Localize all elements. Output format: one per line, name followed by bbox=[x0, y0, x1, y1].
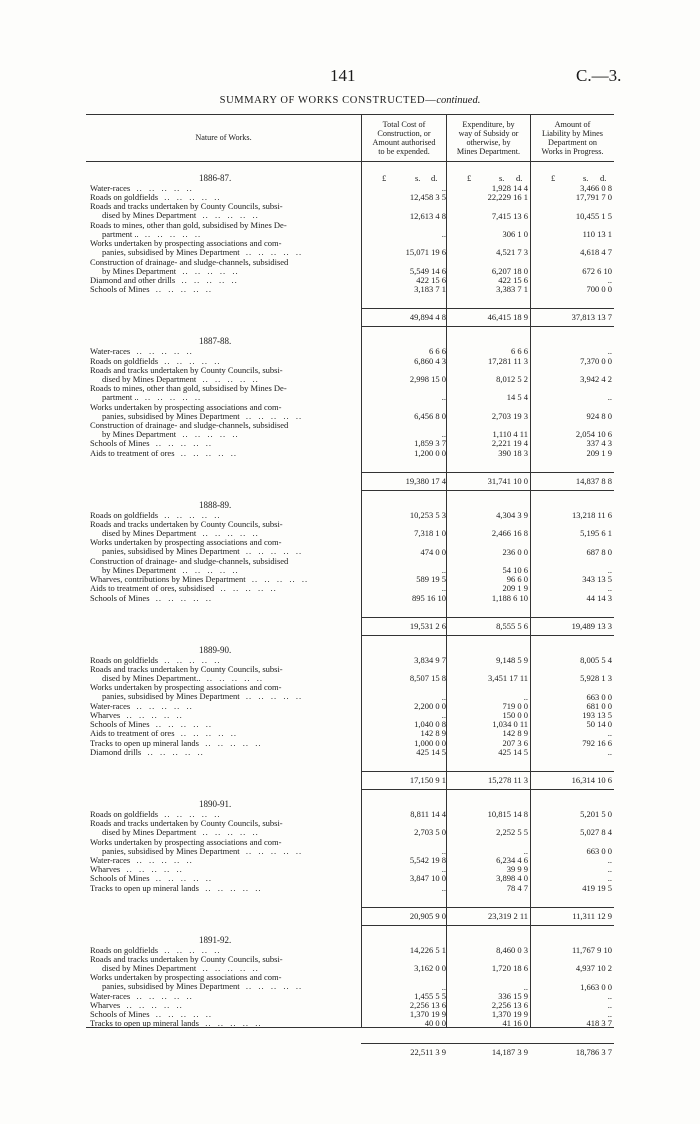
amount-liab: 7,370 0 0 bbox=[580, 355, 612, 366]
total-rule bbox=[361, 308, 614, 309]
section-rule bbox=[361, 326, 614, 327]
amount-exp: 6,207 18 0 bbox=[491, 265, 528, 276]
total-exp: 8,555 5 6 bbox=[496, 620, 528, 631]
row-label-line: Wharves, contributions by Mines Department .. . bbox=[90, 575, 358, 584]
amount-exp: 2,703 19 3 bbox=[491, 410, 528, 421]
row-label-line: Roads on goldfields .. . bbox=[90, 357, 358, 366]
row-label-line: Tracks to open up mineral lands .. . bbox=[90, 884, 358, 893]
amount-total: .. bbox=[441, 429, 446, 440]
row-label-line: Works undertaken by prospecting associations and com- bbox=[90, 537, 282, 548]
amount-exp: 336 15 9 bbox=[498, 990, 528, 1001]
row-label-line: Roads and tracks undertaken by County Councils, subsi- bbox=[90, 818, 283, 829]
amount-liab: .. bbox=[607, 564, 612, 575]
row-label-line: Works undertaken by prospecting associations and com- bbox=[90, 836, 282, 847]
header-nature: Nature of Works. bbox=[195, 133, 252, 142]
row-label-line: Wharves .. . bbox=[90, 865, 358, 874]
row-label-line: panies, subsidised by Mines Department .. . bbox=[90, 847, 358, 856]
amount-total: 1,040 0 8 bbox=[414, 719, 446, 730]
amount-liab: 3,942 4 2 bbox=[580, 373, 612, 384]
amount-liab: 5,195 6 1 bbox=[580, 528, 612, 539]
table-title-suffix: continued. bbox=[436, 95, 481, 106]
row-label-line: Wharves .. . bbox=[90, 1001, 358, 1010]
amount-liab: 4,937 10 2 bbox=[575, 963, 612, 974]
row-label-line: dised by Mines Department .. . bbox=[90, 211, 358, 220]
row-label-line: Roads to mines, other than gold, subsidised by Mines De- bbox=[90, 383, 287, 394]
amount-total: 2,200 0 0 bbox=[414, 700, 446, 711]
amount-liab: 193 13 5 bbox=[582, 710, 612, 720]
row-label bbox=[90, 819, 358, 837]
row-label-line: Roads and tracks undertaken by County Councils, subsi- bbox=[90, 364, 283, 375]
amount-total: 3,847 10 0 bbox=[409, 873, 446, 884]
amount-total: 2,703 5 0 bbox=[414, 827, 446, 838]
amount-total: 8,507 15 8 bbox=[409, 673, 446, 684]
amount-liab: 792 16 6 bbox=[582, 737, 612, 748]
column-divider bbox=[530, 115, 531, 1027]
amount-total: 3,834 9 7 bbox=[414, 654, 446, 665]
amount-liab: 1,663 0 0 bbox=[580, 981, 612, 992]
total-liab: 16,314 10 6 bbox=[571, 775, 612, 785]
amount-total: 8,811 14 4 bbox=[410, 809, 446, 819]
amount-liab: 337 4 3 bbox=[586, 438, 612, 449]
total-rule bbox=[361, 907, 614, 908]
column-divider bbox=[446, 115, 447, 1027]
amount-liab: .. bbox=[607, 583, 612, 594]
amount-exp: .. bbox=[523, 981, 528, 992]
row-label-line: Schools of Mines .. . bbox=[90, 439, 358, 448]
section-year: 1890-91. bbox=[199, 799, 232, 809]
row-label bbox=[90, 285, 358, 294]
amount-exp: 39 9 9 bbox=[506, 864, 528, 875]
row-label bbox=[90, 258, 358, 276]
row-label-line: Roads and tracks undertaken by County Councils, subsi- bbox=[90, 519, 283, 529]
total-exp: 14,187 3 9 bbox=[491, 1046, 528, 1057]
amount-liab: 672 6 10 bbox=[582, 265, 612, 276]
header-line: otherwise, by bbox=[466, 138, 511, 147]
row-label-line: Roads and tracks undertaken by County Councils, subsi- bbox=[90, 201, 283, 212]
amount-total: 1,000 0 0 bbox=[414, 737, 446, 748]
amount-exp: 22,229 16 1 bbox=[487, 192, 528, 203]
amount-exp: 422 15 6 bbox=[498, 275, 528, 285]
amount-exp: 6 6 6 bbox=[511, 346, 528, 357]
table-header bbox=[86, 115, 614, 162]
page-header bbox=[0, 66, 700, 90]
row-label bbox=[90, 1019, 358, 1028]
amount-exp: 1,370 19 9 bbox=[491, 1009, 528, 1020]
amount-liab: 5,928 1 3 bbox=[580, 673, 612, 684]
row-label bbox=[90, 202, 358, 220]
amount-exp: 7,415 13 6 bbox=[491, 210, 528, 221]
row-label bbox=[90, 665, 358, 683]
amount-liab: .. bbox=[607, 864, 612, 875]
currency-unit: s. bbox=[583, 173, 589, 183]
row-label-line: Water-races .. . bbox=[90, 347, 358, 356]
header-liability bbox=[531, 120, 614, 156]
total-total: 19,380 17 4 bbox=[405, 475, 446, 486]
row-label-line: Schools of Mines .. . bbox=[90, 1010, 358, 1019]
row-label bbox=[90, 838, 358, 856]
row-label-line: Schools of Mines .. . bbox=[90, 594, 358, 603]
total-total: 17,150 9 1 bbox=[409, 775, 446, 785]
row-label-line: partment .. .. . bbox=[90, 230, 358, 239]
amount-liab: .. bbox=[607, 728, 612, 739]
total-rule bbox=[361, 617, 614, 618]
row-label-line: Water-races .. . bbox=[90, 856, 358, 865]
header-line: Mines Department. bbox=[456, 147, 521, 156]
amount-total: 10,253 5 3 bbox=[409, 509, 446, 520]
header-line: Construction, or bbox=[377, 129, 431, 138]
row-label-line: by Mines Department .. . bbox=[90, 566, 358, 575]
row-label-line: panies, subsidised by Mines Department .. . bbox=[90, 692, 358, 701]
row-label bbox=[90, 239, 358, 257]
amount-total: .. bbox=[441, 981, 446, 992]
section-rule bbox=[361, 925, 614, 926]
row-label bbox=[90, 403, 358, 421]
amount-liab: 13,218 11 6 bbox=[571, 509, 612, 520]
header-total-cost bbox=[362, 120, 446, 156]
amount-exp: 96 6 0 bbox=[506, 574, 528, 585]
amount-liab: 110 13 1 bbox=[582, 228, 612, 239]
section-year: 1889-90. bbox=[199, 644, 232, 655]
amount-liab: 50 14 0 bbox=[586, 719, 612, 730]
row-label-line: Tracks to open up mineral lands .. . bbox=[90, 739, 358, 748]
row-label-line: dised by Mines Department .. . bbox=[90, 375, 358, 384]
amount-liab: .. bbox=[607, 746, 612, 757]
amount-total: 1,455 5 5 bbox=[414, 990, 446, 1001]
header-line: Liability by Mines bbox=[542, 129, 603, 138]
amount-exp: 142 8 9 bbox=[502, 728, 528, 739]
amount-total: 6 6 6 bbox=[429, 346, 446, 357]
amount-exp: 209 1 9 bbox=[502, 583, 528, 594]
row-label-line: Schools of Mines .. . bbox=[90, 874, 358, 883]
total-total: 19,531 2 6 bbox=[409, 620, 446, 631]
total-liab: 14,837 8 8 bbox=[575, 475, 612, 486]
amount-liab: 924 8 0 bbox=[586, 410, 612, 421]
row-label-line: Tracks to open up mineral lands .. . bbox=[90, 1019, 358, 1028]
amount-exp: 54 10 6 bbox=[502, 564, 528, 575]
row-label-line: Aids to treatment of ores .. . bbox=[90, 729, 358, 738]
amount-total: 3,162 0 0 bbox=[414, 963, 446, 974]
amount-liab: 10,455 1 5 bbox=[575, 210, 612, 221]
total-rule bbox=[361, 472, 614, 473]
document-code: C.—3. bbox=[576, 66, 622, 85]
section-rule bbox=[361, 490, 614, 491]
row-label-line: panies, subsidised by Mines Department .. . bbox=[90, 248, 358, 257]
row-label bbox=[90, 384, 358, 402]
table-title-main: SUMMARY OF WORKS CONSTRUCTED— bbox=[219, 95, 437, 106]
total-rule bbox=[361, 771, 614, 772]
row-label bbox=[90, 520, 358, 538]
row-label-line: Aids to treatment of ores .. . bbox=[90, 449, 358, 458]
amount-total: 1,200 0 0 bbox=[414, 447, 446, 458]
row-label-line: Roads on goldfields .. . bbox=[90, 193, 358, 202]
amount-liab: 418 3 7 bbox=[586, 1018, 612, 1029]
row-label-line: Diamond and other drills .. . bbox=[90, 276, 358, 285]
row-label-line: Construction of drainage- and sludge-channels, subsidised bbox=[90, 555, 289, 566]
row-label-line: Aids to treatment of ores, subsidised .. . bbox=[90, 584, 358, 593]
amount-total: .. bbox=[441, 183, 446, 193]
amount-exp: 3,898 4 0 bbox=[496, 873, 528, 884]
amount-liab: .. bbox=[607, 1009, 612, 1020]
amount-total: .. bbox=[441, 882, 446, 893]
amount-total: 474 0 0 bbox=[420, 546, 446, 557]
section-year: 1887-88. bbox=[199, 336, 232, 347]
amount-liab: 44 14 3 bbox=[586, 592, 612, 603]
amount-exp: 8,460 0 3 bbox=[496, 944, 528, 955]
total-exp: 15,278 11 3 bbox=[487, 775, 528, 785]
total-liab: 19,489 13 3 bbox=[571, 620, 612, 631]
section-year: 1886-87. bbox=[199, 173, 232, 183]
row-label-line: dised by Mines Department .. . bbox=[90, 828, 358, 837]
amount-total: 589 19 5 bbox=[416, 574, 446, 585]
row-label bbox=[90, 538, 358, 556]
amount-exp: 150 0 0 bbox=[502, 710, 528, 720]
amount-total: 2,256 13 6 bbox=[409, 1000, 446, 1010]
currency-unit: d. bbox=[600, 173, 607, 183]
amount-liab: 2,054 10 6 bbox=[575, 429, 612, 440]
amount-exp: 719 0 0 bbox=[502, 700, 528, 711]
page-number: 141 bbox=[330, 66, 356, 85]
section-rule bbox=[361, 789, 614, 790]
amount-liab: .. bbox=[607, 275, 612, 285]
amount-liab: 419 19 5 bbox=[582, 882, 612, 893]
amount-liab: 4,618 4 7 bbox=[580, 247, 612, 258]
amount-exp: .. bbox=[523, 845, 528, 856]
section-year: 1888-89. bbox=[199, 499, 232, 510]
header-line: Department on bbox=[548, 138, 597, 147]
amount-liab: 8,005 5 4 bbox=[580, 654, 612, 665]
amount-total: .. bbox=[441, 564, 446, 575]
amount-total: 1,370 19 9 bbox=[409, 1009, 446, 1020]
amount-exp: 4,521 7 3 bbox=[496, 247, 528, 258]
row-label-line: Roads and tracks undertaken by County Councils, subsi- bbox=[90, 664, 283, 674]
amount-exp: 1,034 0 11 bbox=[492, 719, 528, 730]
amount-total: 12,613 4 8 bbox=[409, 210, 446, 221]
row-label-line: panies, subsidised by Mines Department .. . bbox=[90, 982, 358, 991]
amount-exp: 390 18 3 bbox=[498, 447, 528, 458]
currency-unit: d. bbox=[516, 173, 523, 183]
amount-exp: 10,815 14 8 bbox=[487, 809, 528, 819]
amount-liab: 3,466 0 8 bbox=[580, 183, 612, 193]
amount-liab: .. bbox=[607, 1000, 612, 1010]
amount-exp: 1,188 6 10 bbox=[491, 592, 528, 603]
amount-liab: .. bbox=[607, 346, 612, 357]
row-label bbox=[90, 884, 358, 893]
currency-unit: d. bbox=[431, 173, 438, 183]
row-label bbox=[90, 366, 358, 384]
row-label-line: Works undertaken by prospecting associations and com- bbox=[90, 972, 282, 983]
header-line: way of Subsidy or bbox=[458, 129, 519, 138]
total-total: 20,905 9 0 bbox=[409, 910, 446, 921]
amount-total: 895 16 10 bbox=[412, 592, 446, 603]
total-liab: 11,311 12 9 bbox=[572, 910, 612, 921]
amount-total: 6,860 4 3 bbox=[414, 355, 446, 366]
amount-total: 3,183 7 1 bbox=[414, 284, 446, 295]
total-liab: 37,813 13 7 bbox=[571, 312, 612, 323]
amount-liab: .. bbox=[607, 392, 612, 403]
row-label bbox=[90, 449, 358, 458]
row-label-line: Water-races .. . bbox=[90, 992, 358, 1001]
amount-total: 12,458 3 5 bbox=[409, 192, 446, 203]
amount-liab: 687 8 0 bbox=[586, 546, 612, 557]
row-label-line: partment .. .. . bbox=[90, 393, 358, 402]
amount-total: 15,071 19 6 bbox=[405, 247, 446, 258]
row-label bbox=[90, 973, 358, 991]
row-label bbox=[90, 421, 358, 439]
row-label-line: Works undertaken by prospecting associations and com- bbox=[90, 682, 282, 693]
amount-liab: 11,767 9 10 bbox=[571, 944, 612, 955]
amount-total: 6,456 8 0 bbox=[414, 410, 446, 421]
amount-exp: 6,234 4 6 bbox=[496, 855, 528, 865]
amount-total: .. bbox=[441, 691, 446, 702]
header-line: Total Cost of bbox=[382, 120, 426, 129]
amount-total: 422 15 6 bbox=[416, 275, 446, 285]
amount-liab: 663 0 0 bbox=[586, 691, 612, 702]
row-label-line: Works undertaken by prospecting associations and com- bbox=[90, 238, 282, 249]
row-label bbox=[90, 748, 358, 757]
amount-total: 142 8 9 bbox=[420, 728, 446, 739]
row-label-line: Construction of drainage- and sludge-channels, subsidised bbox=[90, 256, 289, 267]
currency-unit: s. bbox=[415, 173, 421, 183]
amount-liab: .. bbox=[607, 873, 612, 884]
amount-exp: 236 0 0 bbox=[502, 546, 528, 557]
header-line: to be expended. bbox=[378, 147, 430, 156]
amount-exp: 8,012 5 2 bbox=[496, 373, 528, 384]
row-label bbox=[90, 683, 358, 701]
total-total: 49,894 4 8 bbox=[409, 312, 446, 323]
row-label bbox=[90, 221, 358, 239]
row-label bbox=[90, 594, 358, 603]
total-liab: 18,786 3 7 bbox=[575, 1046, 612, 1057]
row-label-line: Diamond drills .. . bbox=[90, 748, 358, 757]
amount-exp: 9,148 5 9 bbox=[496, 654, 528, 665]
row-label-line: Roads on goldfields .. . bbox=[90, 810, 358, 819]
amount-liab: 700 0 0 bbox=[586, 284, 612, 295]
row-label-line: Wharves .. . bbox=[90, 711, 358, 720]
header-line: Amount of bbox=[554, 120, 591, 129]
row-label-line: Roads to mines, other than gold, subsidised by Mines De- bbox=[90, 219, 287, 230]
amount-total: .. bbox=[441, 710, 446, 720]
table-title bbox=[86, 95, 614, 106]
row-label-line: Schools of Mines .. . bbox=[90, 285, 358, 294]
row-label bbox=[90, 955, 358, 973]
row-label-line: Schools of Mines .. . bbox=[90, 720, 358, 729]
amount-total: 40 0 0 bbox=[424, 1018, 446, 1029]
header-line: Works in Progress. bbox=[541, 147, 604, 156]
total-exp: 23,319 2 11 bbox=[487, 910, 528, 921]
amount-exp: 3,383 7 1 bbox=[496, 284, 528, 295]
section-rule bbox=[361, 635, 614, 636]
row-label-line: Construction of drainage- and sludge-channels, subsidised bbox=[90, 420, 289, 430]
row-label-line: Roads on goldfields .. . bbox=[90, 946, 358, 955]
total-exp: 46,415 18 9 bbox=[487, 312, 528, 323]
currency-unit: s. bbox=[499, 173, 505, 183]
amount-liab: 663 0 0 bbox=[586, 845, 612, 856]
header-expenditure bbox=[447, 120, 530, 156]
amount-total: .. bbox=[441, 392, 446, 403]
amount-liab: 343 13 5 bbox=[582, 574, 612, 585]
amount-total: .. bbox=[441, 864, 446, 875]
total-rule bbox=[361, 1043, 614, 1044]
amount-liab: 209 1 9 bbox=[586, 447, 612, 458]
amount-exp: 4,304 3 9 bbox=[496, 509, 528, 520]
amount-total: .. bbox=[441, 583, 446, 594]
section-year: 1891-92. bbox=[199, 934, 232, 945]
amount-exp: 3,451 17 11 bbox=[487, 673, 528, 684]
amount-total: 425 14 5 bbox=[416, 746, 446, 757]
amount-exp: 2,252 5 5 bbox=[496, 827, 528, 838]
row-label-line: panies, subsidised by Mines Department .. . bbox=[90, 547, 358, 556]
amount-exp: 78 4 7 bbox=[506, 882, 528, 893]
amount-liab: 5,201 5 0 bbox=[580, 809, 612, 819]
row-label-line: Water-races .. . bbox=[90, 702, 358, 711]
amount-liab: 5,027 8 4 bbox=[580, 827, 612, 838]
amount-exp: 425 14 5 bbox=[498, 746, 528, 757]
amount-exp: 2,466 16 8 bbox=[491, 528, 528, 539]
header-line: Amount authorised bbox=[372, 138, 436, 147]
row-label-line: Roads on goldfields .. . bbox=[90, 511, 358, 520]
amount-total: .. bbox=[441, 845, 446, 856]
amount-exp: 1,928 14 4 bbox=[491, 183, 528, 193]
amount-exp: .. bbox=[523, 691, 528, 702]
amount-total: 2,998 15 0 bbox=[409, 373, 446, 384]
row-label-line: Roads on goldfields .. . bbox=[90, 656, 358, 665]
amount-liab: .. bbox=[607, 855, 612, 865]
amount-exp: 41 16 0 bbox=[502, 1018, 528, 1029]
amount-exp: 17,281 11 3 bbox=[487, 355, 528, 366]
amount-total: 5,542 19 8 bbox=[409, 855, 446, 865]
amount-exp: 207 3 6 bbox=[502, 737, 528, 748]
currency-unit: £ bbox=[551, 173, 556, 183]
currency-unit: £ bbox=[467, 173, 472, 183]
amount-exp: 306 1 0 bbox=[502, 228, 528, 239]
amount-total: .. bbox=[441, 228, 446, 239]
row-label-line: panies, subsidised by Mines Department .. . bbox=[90, 412, 358, 421]
row-label-line: Works undertaken by prospecting associations and com- bbox=[90, 401, 282, 412]
row-label-line: Water-races .. . bbox=[90, 184, 358, 193]
amount-total: 14,226 5 1 bbox=[409, 944, 446, 955]
amount-exp: 1,110 4 11 bbox=[492, 429, 528, 440]
amount-liab: 17,791 7 0 bbox=[575, 192, 612, 203]
row-label-line: dised by Mines Department .. . bbox=[90, 964, 358, 973]
amount-exp: 1,720 18 6 bbox=[491, 963, 528, 974]
column-divider bbox=[361, 115, 362, 1027]
total-exp: 31,741 10 0 bbox=[487, 475, 528, 486]
works-table bbox=[86, 114, 614, 1057]
amount-exp: 14 5 4 bbox=[506, 392, 528, 403]
total-total: 22,511 3 9 bbox=[410, 1046, 446, 1057]
row-label-line: by Mines Department .. . bbox=[90, 267, 358, 276]
amount-liab: .. bbox=[607, 990, 612, 1001]
row-label-line: dised by Mines Department .. . bbox=[90, 529, 358, 538]
amount-total: 1,859 3 7 bbox=[414, 438, 446, 449]
amount-liab: 681 0 0 bbox=[586, 700, 612, 711]
amount-total: 5,549 14 6 bbox=[409, 265, 446, 276]
row-label-line: Roads and tracks undertaken by County Councils, subsi- bbox=[90, 954, 283, 964]
row-label bbox=[90, 557, 358, 575]
amount-exp: 2,256 13 6 bbox=[491, 1000, 528, 1010]
row-label-line: dised by Mines Department.. .. . bbox=[90, 674, 358, 683]
row-label-line: by Mines Department .. . bbox=[90, 430, 358, 439]
header-line: Expenditure, by bbox=[462, 120, 515, 129]
amount-total: 7,318 1 0 bbox=[414, 528, 446, 539]
amount-exp: 2,221 19 4 bbox=[491, 438, 528, 449]
currency-unit: £ bbox=[382, 173, 387, 183]
